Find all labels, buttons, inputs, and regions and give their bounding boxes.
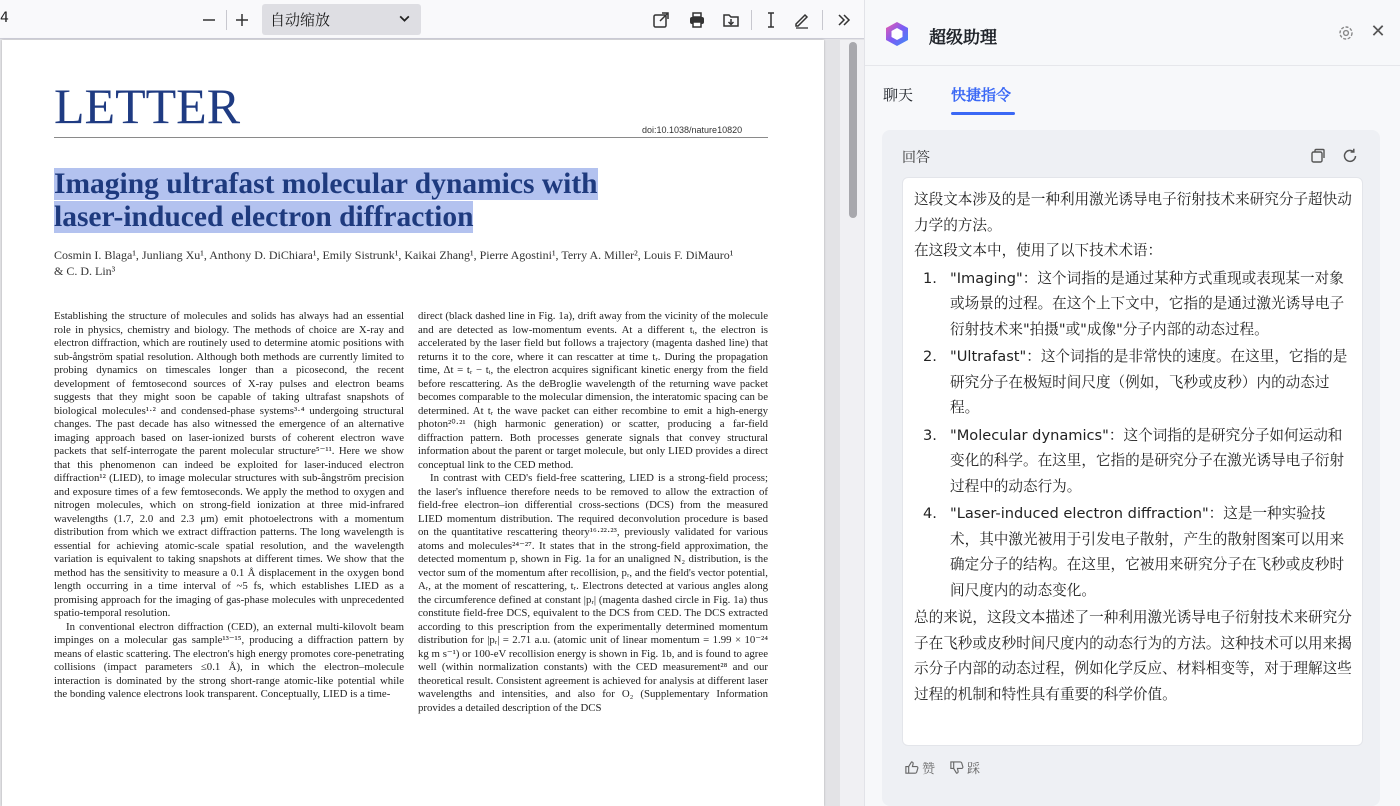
list-item	[914, 501, 1352, 603]
save-button[interactable]	[718, 7, 744, 33]
text-select-button[interactable]	[758, 7, 784, 33]
answer-card	[882, 130, 1380, 806]
list-number: 3.	[923, 426, 937, 444]
dislike-button[interactable]	[949, 758, 980, 777]
answer-label: 回答	[902, 150, 930, 166]
list-item	[914, 423, 1352, 500]
draw-button[interactable]	[789, 7, 815, 33]
paper-column-right	[418, 310, 768, 715]
double-chevron-right-icon	[836, 12, 852, 28]
thumbs-down-icon	[949, 760, 964, 775]
list-item-text: "Imaging"：这个词指的是通过某种方式重现或表现某一对象或场景的过程。在这个上下文中，它指的是通过激光诱导电子衍射技术来"拍摄"或"成像"分子内部的动态过程。	[950, 269, 1345, 338]
close-icon[interactable]: ✕	[1370, 21, 1386, 42]
zoom-in-button[interactable]	[229, 7, 255, 33]
title-line-1: Imaging ultrafast molecular dynamics with	[54, 168, 598, 200]
more-tools-button[interactable]	[831, 7, 857, 33]
chevron-down-icon	[398, 12, 411, 25]
paper-doi: doi:10.1038/nature10820	[642, 125, 743, 135]
paper-header: LETTER	[54, 78, 241, 134]
toolbar-divider	[822, 10, 823, 30]
print-button[interactable]	[684, 7, 710, 33]
list-item-text: "Laser-induced electron diffraction"：这是一种实验技术，其中激光被用于引发电子散射，产生的散射图案可以用来确定分子的结构。在这里，它被用来研究分子在飞秒或皮秒时间尺度内的动态变化。	[950, 505, 1345, 599]
toolbar-divider	[226, 10, 227, 30]
zoom-select[interactable]	[262, 4, 421, 35]
toolbar-divider	[751, 10, 752, 30]
term-list	[914, 266, 1352, 604]
paragraph: In conventional electron diffraction (CED), an external multi-kilovolt beam impinges on a molecular gas sample¹³⁻¹⁵, producing a diffraction pattern by means of elastic scattering. The electron's high energy promotes core-penetrating collisions (impact parameters ≤0.1 Å), in which the electron–molecule interaction is dominated by the strong short-range atomic-like potential while the bonding valence electrons look transparent. Conceptually, LIED is a time-	[54, 620, 404, 700]
minus-icon	[202, 13, 216, 27]
list-item	[914, 344, 1352, 421]
list-item-text: "Molecular dynamics"：这个词指的是研究分子如何运动和变化的科学。在这里，它指的是研究分子在激光诱导电子衍射过程中的动态行为。	[950, 426, 1345, 495]
download-folder-icon	[722, 11, 740, 29]
list-number: 1.	[923, 269, 937, 287]
list-item	[914, 266, 1352, 343]
printer-icon	[688, 11, 706, 29]
header-rule	[54, 137, 768, 138]
answer-intro: 这段文本涉及的是一种利用激光诱导电子衍射技术来研究分子超快动力学的方法。	[914, 191, 1352, 234]
pdf-toolbar	[0, 0, 864, 39]
pen-icon	[793, 11, 811, 29]
list-number: 2.	[923, 348, 937, 365]
title-line-2: laser-induced electron diffraction	[54, 201, 474, 233]
paragraph: In contrast with CED's field-free scattering, LIED is a strong-field process; the laser's influence therefore needs to be removed to allow the extraction of field-free electron–ion differential cross-sections (DCS) from the measured LIED momentum distribution. The required deconvolution procedure is based on the quantitative rescattering theory¹⁶·²²·²³, previously validated for various atoms and molecules²⁴⁻²⁷. It states that in the strong-field approximation, the detected momentum p, shown in Fig. 1a for an unaligned N₂ distribution, is the vector sum of the momentum after recollision, pᵣ, and the field's vector potential, Aᵣ, at the moment of rescattering, tᵣ. Electrons detected at various angles along the circumference defined at constant |pᵣ| (magenta dashed circle in Fig. 1a) thus constitute field-free DCS, equivalent to the DCS from CED. The DCS extracted according to this prescription from the experimentally determined momentum distribution for |pᵣ| = 2.71 a.u. (atomic unit of linear momentum = 1.99 × 10⁻²⁴ kg m s⁻¹) or 100-eV recollision energy is shown in Fig. 1b, and is found to agree well (within normalization constants) with the CED measurement²⁸ and our theoretical result. Consistent agreement is achieved for analysis at different laser wavelengths and intensities, and also for O₂ (Supplementary Information provides a detailed description of the DCS	[418, 472, 768, 714]
refresh-icon[interactable]	[1341, 147, 1359, 165]
external-link-icon	[652, 11, 670, 29]
answer-content	[902, 177, 1363, 746]
assistant-panel	[864, 0, 1400, 806]
assistant-logo-icon	[883, 20, 911, 48]
like-label: 赞	[922, 762, 936, 777]
tab-chat[interactable]: 聊天	[883, 86, 914, 104]
paper-title[interactable]	[54, 168, 754, 234]
active-tab-indicator	[951, 112, 1015, 115]
paper-authors: Cosmin I. Blaga¹, Junliang Xu¹, Anthony D. DiChiara¹, Emily Sistrunk¹, Kaikai Zhang¹, Pierre Agostini¹, Terry A. Miller², Louis F. DiMauro¹ & C. D. Lin³	[54, 248, 734, 278]
assistant-title: 超级助理	[929, 28, 997, 48]
zoom-out-button[interactable]	[196, 7, 222, 33]
paper-column-left	[54, 310, 404, 702]
page-number: 4	[0, 10, 9, 26]
text-cursor-icon	[762, 11, 780, 29]
dislike-label: 踩	[967, 762, 981, 777]
list-number: 4.	[923, 505, 937, 522]
thumbs-up-icon	[904, 760, 919, 775]
paragraph: Establishing the structure of molecules and solids has always had an essential role in physics, chemistry and biology. The methods of choice are X-ray and electron diffraction, which are routinely used to determine atomic positions with sub-ångström spatial resolution. Although both methods are currently limited to probing dynamics on timescales longer than a picosecond, the recent development of femtosecond sources of X-ray pulses and electron beams suggests that they might soon be capable of taking ultrafast snapshots of biological molecules¹·² and condensed-phase systems³·⁴ undergoing structural changes. The past decade has also witnessed the emergence of an alternative imaging approach based on laser-ionized bursts of coherent electron wave packets that self-interrogate the parent molecular structure⁵⁻¹¹. Here we show that this phenomenon can indeed be exploited for laser-induced electron diffraction¹² (LIED), to image molecular structures with sub-ångström precision and exposure times of a few femtoseconds. We apply the method to oxygen and nitrogen molecules, which on strong-field ionization at three mid-infrared wavelengths (1.7, 2.0 and 2.3 μm) emit photoelectrons with a momentum distribution from which we extract diffraction patterns. The long wavelength is essential for achieving atomic-scale spatial resolution, and the wavelength variation is equivalent to taking snapshots at different times. We show that the method has the sensitivity to measure a 0.1 Å displacement in the oxygen bond length occurring in a time interval of ~5 fs, which establishes LIED as a promising approach for the imaging of gas-phase molecules with unprecedented spatio-temporal resolution.	[54, 310, 404, 619]
tab-quick-commands[interactable]: 快捷指令	[951, 86, 1012, 104]
open-in-new-button[interactable]	[648, 7, 674, 33]
answer-intro-terms: 在这段文本中，使用了以下技术术语：	[914, 242, 1163, 259]
document-area	[0, 40, 864, 806]
answer-summary: 总的来说，这段文本描述了一种利用激光诱导电子衍射技术来研究分子在飞秒或皮秒时间尺度内的动态行为的方法。这种技术可以用来揭示分子内部的动态过程，例如化学反应、材料相变等，对于理解这些过程的机制和特性具有重要的科学价值。	[914, 609, 1352, 703]
paragraph: direct (black dashed line in Fig. 1a), drift away from the vicinity of the molecule and are detected as low-momentum events. At a different tᵢ, the electron is accelerated by the laser field but follows a trajectory (magenta dashed line) that returns it to the core, where it can rescatter at time tᵣ. During the propagation time, Δt = tᵣ − tᵢ, the electron acquires significant kinetic energy from the field before rescattering. As the deBroglie wavelength of the returning wave packet becomes comparable to the molecular dimension, the interatomic spacing can be determined. At tᵣ the wave packet can either recombine to emit a high-energy photon²⁰·²¹ (high harmonic generation) or scatter, producing a far-field diffraction pattern. Both processes generate signals that convey structural information about the parent or target molecule, but only LIED provides a direct conceptual link to the CED method.	[418, 310, 768, 471]
document-scrollbar[interactable]	[840, 40, 864, 806]
plus-icon	[235, 13, 249, 27]
assistant-header	[865, 0, 1400, 66]
copy-icon[interactable]	[1309, 147, 1327, 165]
gear-icon[interactable]	[1337, 24, 1355, 42]
zoom-select-value: 自动缩放	[270, 11, 331, 29]
like-button[interactable]	[904, 758, 935, 777]
pdf-page	[2, 40, 824, 806]
feedback-bar	[904, 758, 980, 777]
list-item-text: "Ultrafast"：这个词指的是非常快的速度。在这里，它指的是研究分子在极短时间尺度（例如，飞秒或皮秒）内的动态过程。	[950, 348, 1348, 416]
scrollbar-thumb[interactable]	[849, 42, 857, 218]
header-divider	[865, 65, 1400, 66]
